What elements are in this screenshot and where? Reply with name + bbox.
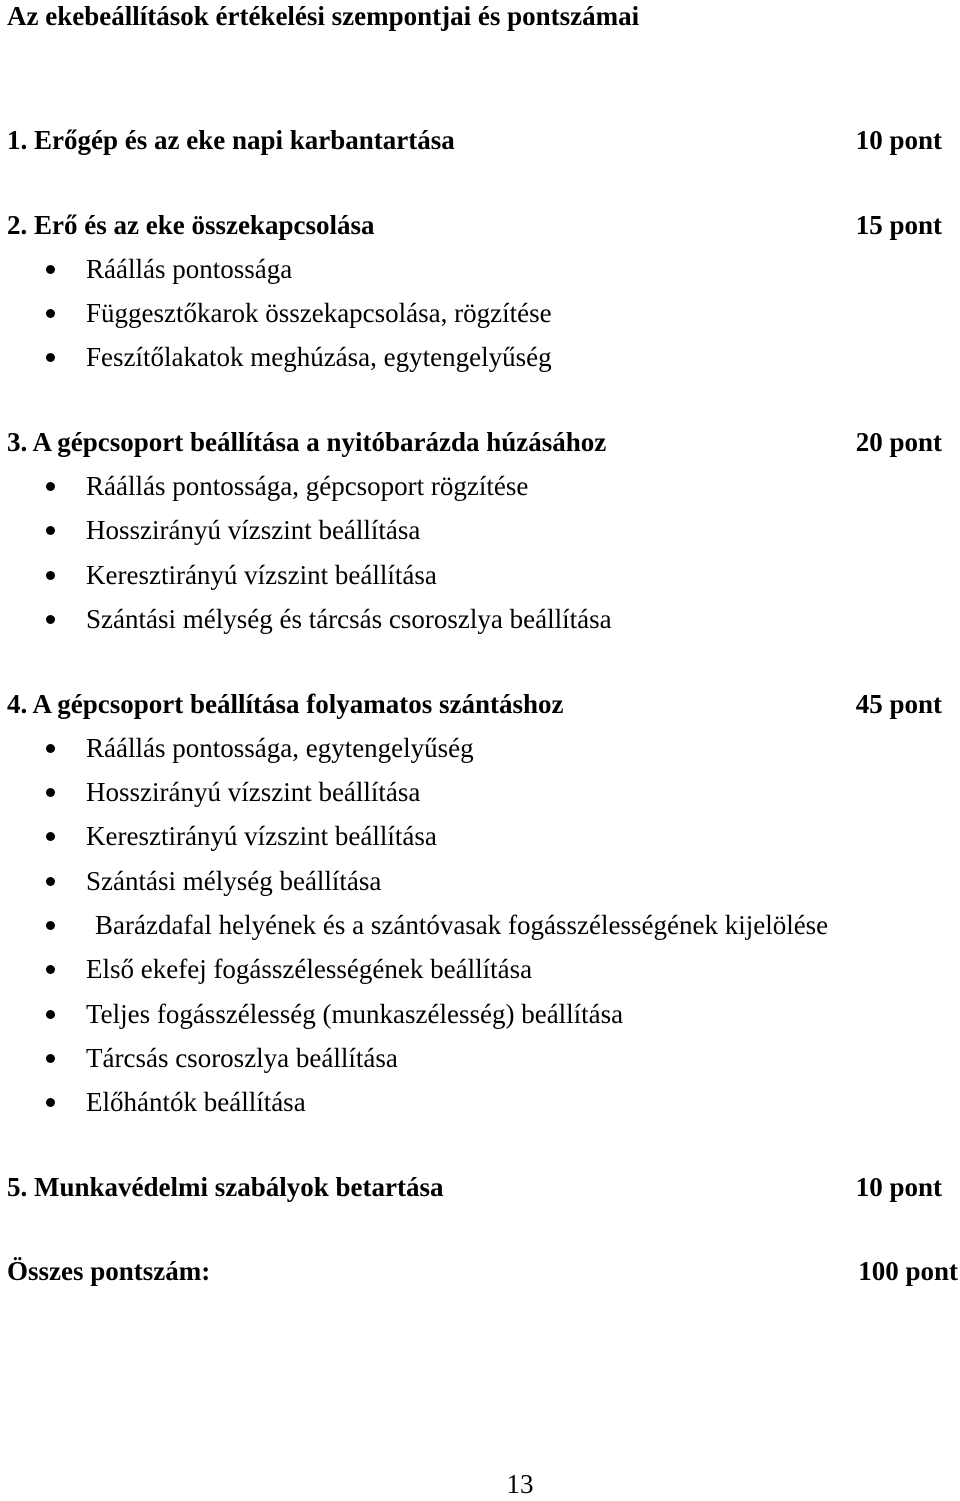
bullet-icon: [46, 265, 55, 274]
list-item-text: Első ekefej fogásszélességének beállítása: [86, 954, 533, 984]
list-item-text: Teljes fogásszélesség (munkaszélesség) beállítása: [86, 999, 624, 1029]
list-item-text: Feszítőlakatok meghúzása, egytengelyűség: [86, 342, 552, 372]
page-title: Az ekebeállítások értékelési szempontjai és pontszámai: [7, 1, 640, 31]
bullet-icon: [46, 877, 55, 886]
list-item-text: Hosszirányú vízszint beállítása: [86, 777, 421, 807]
total-points: 100 pont: [858, 1256, 958, 1286]
list-item-text: Tárcsás csoroszlya beállítása: [86, 1043, 398, 1073]
section-heading-3: 3. A gépcsoport beállítása a nyitóbarázda húzásához: [7, 427, 607, 457]
list-item-text: Hosszirányú vízszint beállítása: [86, 515, 421, 545]
section-points-1: 10 pont: [855, 125, 942, 155]
bullet-icon: [46, 921, 55, 930]
list-item-text: Barázdafal helyének és a szántóvasak fogásszélességének kijelölése: [95, 910, 829, 940]
bullet-icon: [46, 482, 55, 491]
bullet-icon: [46, 1054, 55, 1063]
bullet-icon: [46, 526, 55, 535]
section-heading-1: 1. Erőgép és az eke napi karbantartása: [7, 125, 455, 155]
list-item-text: Előhántók beállítása: [86, 1087, 306, 1117]
list-item-text: Ráállás pontossága, gépcsoport rögzítése: [86, 471, 529, 501]
list-item-text: Keresztirányú vízszint beállítása: [86, 821, 437, 851]
bullet-icon: [46, 965, 55, 974]
list-item-text: Keresztirányú vízszint beállítása: [86, 560, 437, 590]
list-item-text: Ráállás pontossága, egytengelyűség: [86, 733, 474, 763]
bullet-icon: [46, 309, 55, 318]
list-item-text: Szántási mélység és tárcsás csoroszlya beállítása: [86, 604, 612, 634]
bullet-icon: [46, 353, 55, 362]
list-item-text: Függesztőkarok összekapcsolása, rögzítése: [86, 298, 552, 328]
section-points-4: 45 pont: [855, 689, 942, 719]
section-points-2: 15 pont: [855, 210, 942, 240]
bullet-icon: [46, 832, 55, 841]
section-heading-4: 4. A gépcsoport beállítása folyamatos szántáshoz: [7, 689, 564, 719]
bullet-icon: [46, 744, 55, 753]
page-number: 13: [506, 1469, 534, 1499]
section-heading-2: 2. Erő és az eke összekapcsolása: [7, 210, 375, 240]
total-label: Összes pontszám:: [7, 1256, 211, 1286]
list-item-text: Ráállás pontossága: [86, 254, 293, 284]
bullet-icon: [46, 571, 55, 580]
bullet-icon: [46, 1010, 55, 1019]
section-heading-5: 5. Munkavédelmi szabályok betartása: [7, 1172, 444, 1202]
bullet-icon: [46, 788, 55, 797]
bullet-icon: [46, 615, 55, 624]
list-item-text: Szántási mélység beállítása: [86, 866, 382, 896]
section-points-3: 20 pont: [855, 427, 942, 457]
section-points-5: 10 pont: [855, 1172, 942, 1202]
bullet-icon: [46, 1098, 55, 1107]
